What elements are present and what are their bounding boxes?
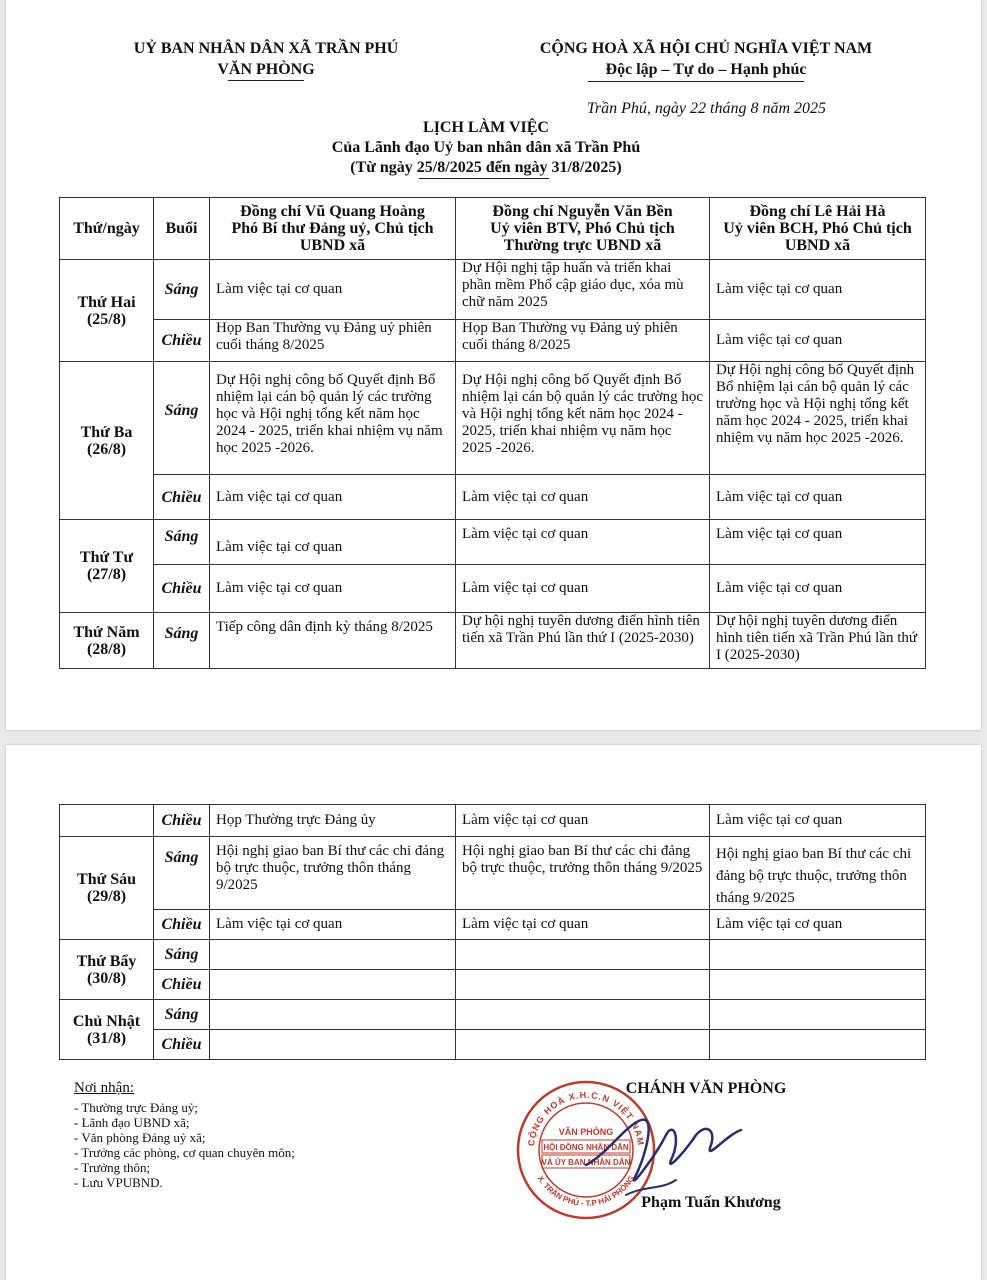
session-cell: Sáng xyxy=(154,520,210,565)
table-row xyxy=(60,805,926,837)
schedule-cell: Làm việc tại cơ quan xyxy=(710,475,926,520)
list-item: - Lãnh đạo UBND xã; xyxy=(74,1115,190,1130)
list-item: - Văn phòng Đảng uỷ xã; xyxy=(74,1130,206,1145)
table-row xyxy=(60,910,926,940)
schedule-cell: Làm việc tại cơ quan xyxy=(456,520,710,565)
schedule-cell: Làm việc tại cơ quan xyxy=(710,320,926,362)
table-row xyxy=(60,837,926,910)
svg-text:CỘNG HOÀ X.H.C.N VIỆT NAM: CỘNG HOÀ X.H.C.N VIỆT NAM xyxy=(526,1089,646,1147)
header-day: Thứ/ngày xyxy=(60,198,154,260)
schedule-cell: Làm việc tại cơ quan xyxy=(710,520,926,565)
day-cell: Thứ Bẩy (30/8) xyxy=(60,940,154,1000)
session-cell: Chiều xyxy=(154,475,210,520)
table-row xyxy=(60,613,926,669)
schedule-cell: Họp Ban Thường vụ Đảng uỷ phiên cuối tháng 8/2025 xyxy=(456,320,710,362)
session-cell: Sáng xyxy=(154,613,210,669)
schedule-cell: Họp Thường trực Đảng ủy xyxy=(210,805,456,837)
day-cell: Thứ Ba (26/8) xyxy=(60,362,154,520)
table-row xyxy=(60,940,926,970)
schedule-cell xyxy=(210,970,456,1000)
schedule-cell xyxy=(456,1030,710,1060)
schedule-cell: Làm việc tại cơ quan xyxy=(710,910,926,940)
schedule-cell xyxy=(456,940,710,970)
schedule-table-page2 xyxy=(59,804,926,1060)
schedule-cell: Làm việc tại cơ quan xyxy=(456,475,710,520)
schedule-cell: Làm việc tại cơ quan xyxy=(210,565,456,613)
org-underline xyxy=(228,80,304,81)
session-cell: Sáng xyxy=(154,837,210,910)
day-cell: Thứ Hai (25/8) xyxy=(60,260,154,362)
header-leader1: Đồng chí Vũ Quang Hoàng Phó Bí thư Đảng uỷ, Chủ tịch UBND xã xyxy=(210,198,456,260)
schedule-cell: Làm việc tại cơ quan xyxy=(210,520,456,565)
svg-text:X. TRẦN PHÚ - T.P HẢI PHÒNG: X. TRẦN PHÚ - T.P HẢI PHÒNG xyxy=(535,1174,637,1209)
schedule-cell xyxy=(210,940,456,970)
day-cell: Thứ Tư (27/8) xyxy=(60,520,154,613)
title-underline xyxy=(419,178,549,179)
signature-title: CHÁNH VĂN PHÒNG xyxy=(625,1080,787,1097)
session-cell: Chiều xyxy=(154,910,210,940)
session-cell: Chiều xyxy=(154,320,210,362)
header-leader2: Đồng chí Nguyễn Văn Bền Uỷ viên BTV, Phó Chủ tịch Thường trực UBND xã xyxy=(456,198,710,260)
header-leader3: Đồng chí Lê Hải Hà Uỷ viên BCH, Phó Chủ tịch UBND xã xyxy=(710,198,926,260)
date-place: Trần Phú, ngày 22 tháng 8 năm 2025 xyxy=(586,100,826,117)
day-cell: Thứ Sáu (29/8) xyxy=(60,837,154,940)
schedule-cell: Làm việc tại cơ quan xyxy=(210,475,456,520)
session-cell: Sáng xyxy=(154,1000,210,1030)
schedule-cell xyxy=(456,970,710,1000)
table-row xyxy=(60,1030,926,1060)
document-subtitle: Của Lãnh đạo Uỷ ban nhân dân xã Trần Phú xyxy=(331,139,641,156)
list-item: - Trưởng thôn; xyxy=(74,1160,151,1175)
session-cell: Chiều xyxy=(154,805,210,837)
schedule-cell: Làm việc tại cơ quan xyxy=(210,260,456,320)
table-row xyxy=(60,520,926,565)
session-cell: Sáng xyxy=(154,362,210,475)
schedule-cell: Dự Hội nghị tập huấn và triển khai phần mềm Phổ cập giáo dục, xóa mù chữ năm 2025 xyxy=(456,260,710,320)
schedule-cell: Làm việc tại cơ quan xyxy=(210,910,456,940)
schedule-cell: Làm việc tại cơ quan xyxy=(710,805,926,837)
schedule-cell: Hội nghị giao ban Bí thư các chi đảng bộ trực thuộc, trưởng thôn tháng 9/2025 xyxy=(710,837,926,910)
day-cell xyxy=(60,805,154,837)
session-cell: Chiều xyxy=(154,565,210,613)
schedule-cell: Dự hội nghị tuyên dương điển hình tiên tiến xã Trần Phú lần thứ I (2025-2030) xyxy=(456,613,710,669)
schedule-cell xyxy=(710,970,926,1000)
svg-text:VĂN PHÒNG: VĂN PHÒNG xyxy=(558,1127,614,1137)
document-period: (Từ ngày 25/8/2025 đến ngày 31/8/2025) xyxy=(350,159,622,176)
org-department: VĂN PHÒNG xyxy=(217,61,315,78)
org-name: UỶ BAN NHÂN DÂN XÃ TRẦN PHÚ xyxy=(133,40,399,57)
schedule-cell: Làm việc tại cơ quan xyxy=(456,805,710,837)
table-row xyxy=(60,970,926,1000)
recipients-list xyxy=(74,1100,404,1190)
table-header-row xyxy=(60,198,926,260)
table-row xyxy=(60,362,926,475)
list-item: - Trưởng các phòng, cơ quan chuyên môn; xyxy=(74,1145,295,1160)
svg-text:VÀ ỦY BAN NHÂN DÂN: VÀ ỦY BAN NHÂN DÂN xyxy=(541,1158,631,1167)
session-cell: Sáng xyxy=(154,940,210,970)
session-cell: Sáng xyxy=(154,260,210,320)
nation-motto: Độc lập – Tự do – Hạnh phúc xyxy=(605,61,807,78)
schedule-cell: Dự Hội nghị công bố Quyết định Bổ nhiệm lại cán bộ quản lý các trường học và Hội nghị tổng kết năm học 2024 - 2025, triển khai nhiệm vụ năm học 2025 -2026. xyxy=(456,362,710,475)
svg-text:HỘI ĐỒNG NHÂN DÂN: HỘI ĐỒNG NHÂN DÂN xyxy=(543,1143,629,1152)
schedule-cell: Tiếp công dân định kỳ tháng 8/2025 xyxy=(210,613,456,669)
schedule-table-page1 xyxy=(59,197,926,669)
schedule-cell: Làm việc tại cơ quan xyxy=(710,565,926,613)
day-cell: Thứ Năm (28/8) xyxy=(60,613,154,669)
schedule-cell: Dự hội nghị tuyên dương điển hình tiên tiến xã Trần Phú lần thứ I (2025-2030) xyxy=(710,613,926,669)
schedule-cell: Làm việc tại cơ quan xyxy=(456,565,710,613)
table-row xyxy=(60,1000,926,1030)
document-page-2 xyxy=(6,745,981,1280)
header-session: Buổi xyxy=(154,198,210,260)
list-item: - Thường trực Đảng uỷ; xyxy=(74,1100,198,1115)
table-row xyxy=(60,475,926,520)
table-row xyxy=(60,260,926,320)
motto-underline xyxy=(588,81,804,82)
schedule-cell xyxy=(210,1000,456,1030)
table-row xyxy=(60,565,926,613)
session-cell: Chiều xyxy=(154,1030,210,1060)
schedule-cell: Làm việc tại cơ quan xyxy=(456,910,710,940)
schedule-cell xyxy=(210,1030,456,1060)
signatory-name: Phạm Tuấn Khương xyxy=(641,1194,781,1211)
schedule-cell: Họp Ban Thường vụ Đảng uỷ phiên cuối tháng 8/2025 xyxy=(210,320,456,362)
session-cell: Chiều xyxy=(154,970,210,1000)
day-cell: Chủ Nhật (31/8) xyxy=(60,1000,154,1060)
document-title: LỊCH LÀM VIỆC xyxy=(423,119,549,136)
schedule-cell xyxy=(710,1030,926,1060)
schedule-cell: Dự Hội nghị công bố Quyết định Bổ nhiệm lại cán bộ quản lý các trường học và Hội nghị tổng kết năm học 2024 - 2025, triển khai nhiệm vụ năm học 2025 -2026. xyxy=(210,362,456,475)
schedule-cell xyxy=(456,1000,710,1030)
schedule-cell: Hội nghị giao ban Bí thư các chi đảng bộ trực thuộc, trưởng thôn tháng 9/2025 xyxy=(210,837,456,910)
document-page-1 xyxy=(6,0,981,730)
schedule-cell: Hội nghị giao ban Bí thư các chi đảng bộ trực thuộc, trưởng thôn tháng 9/2025 xyxy=(456,837,710,910)
schedule-cell: Dự Hội nghị công bố Quyết định Bổ nhiệm lại cán bộ quản lý các trường học và Hội nghị tổng kết năm học 2024 - 2025, triển khai nhiệm vụ năm học 2025 -2026. xyxy=(710,362,926,475)
handwritten-signature xyxy=(566,1095,766,1205)
schedule-cell xyxy=(710,940,926,970)
schedule-cell: Làm việc tại cơ quan xyxy=(710,260,926,320)
schedule-cell xyxy=(710,1000,926,1030)
table-row xyxy=(60,320,926,362)
recipients-title: Nơi nhận: xyxy=(74,1080,135,1096)
list-item: - Lưu VPUBND. xyxy=(74,1175,163,1190)
nation-name: CỘNG HOÀ XÃ HỘI CHỦ NGHĨA VIỆT NAM xyxy=(539,40,873,57)
